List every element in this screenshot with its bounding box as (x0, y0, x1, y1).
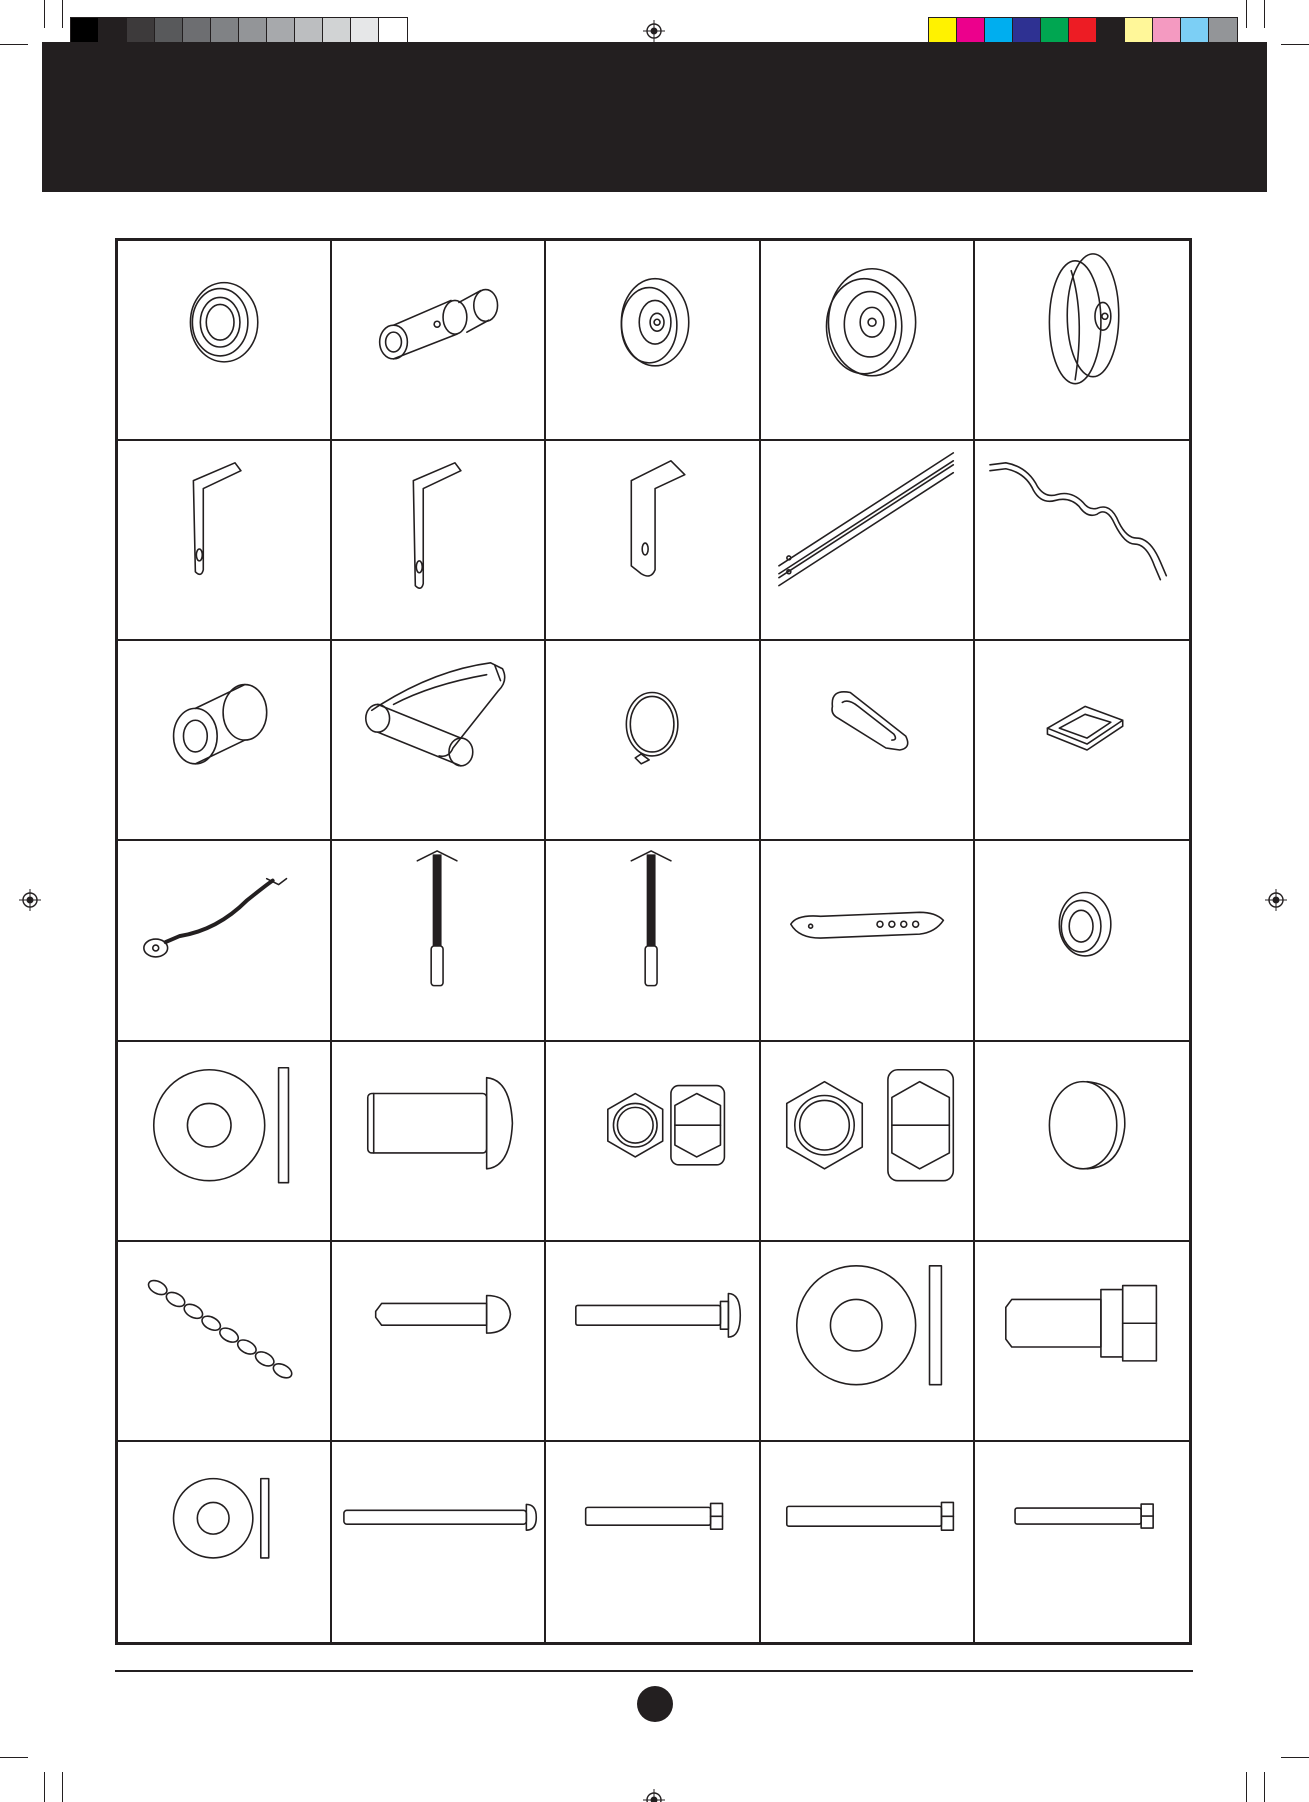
l-bracket-wide-icon (546, 441, 758, 639)
part-cell (118, 641, 332, 841)
part-cell (761, 441, 975, 641)
part-cell (761, 841, 975, 1041)
long-pin-icon (332, 1442, 544, 1642)
header-band (42, 42, 1267, 192)
page-number-badge (637, 1686, 673, 1722)
color-swatch (929, 18, 957, 45)
part-cell (118, 1042, 332, 1242)
part-cell (332, 1042, 546, 1242)
color-swatch (267, 18, 295, 45)
parts-grid (115, 238, 1192, 1645)
snap-ring-icon (546, 641, 758, 839)
part-cell (332, 641, 546, 841)
registration-mark-icon (643, 1789, 665, 1802)
nylon-lock-nut-icon (546, 1042, 758, 1240)
l-bracket-long-icon (332, 441, 544, 639)
part-cell (332, 1442, 546, 1642)
flat-washer-icon (761, 1242, 973, 1440)
color-swatch (183, 18, 211, 45)
part-cell (546, 241, 760, 441)
part-cell (546, 841, 760, 1041)
threaded-rod-icon (546, 841, 758, 1039)
large-washer-icon (118, 1042, 330, 1240)
bearing-icon (118, 241, 330, 439)
bushing-icon (118, 641, 330, 839)
color-swatch (1069, 18, 1097, 45)
v-groove-pulley-icon (975, 241, 1189, 439)
threaded-rod-icon (332, 841, 544, 1039)
short-button-bolt-icon (332, 1242, 544, 1440)
part-cell (546, 1042, 760, 1242)
part-cell (118, 1442, 332, 1642)
registration-mark-icon (1265, 889, 1287, 911)
color-swatch (155, 18, 183, 45)
color-swatch (1097, 18, 1125, 45)
part-cell (761, 241, 975, 441)
handle-grip-icon (332, 641, 544, 839)
part-cell (546, 441, 760, 641)
color-swatch (295, 18, 323, 45)
color-swatch (99, 18, 127, 45)
part-cell (118, 1242, 332, 1442)
color-swatch (323, 18, 351, 45)
color-swatch (379, 18, 407, 45)
part-cell (332, 441, 546, 641)
carabiner-icon (761, 641, 973, 839)
part-cell (332, 1242, 546, 1442)
rod-pair-icon (761, 441, 973, 639)
ground-cable-icon (118, 841, 330, 1039)
round-end-cap-icon (975, 1042, 1189, 1240)
shoulder-bolt-icon (975, 1242, 1189, 1440)
large-lock-nut-icon (761, 1042, 973, 1240)
footer-rule (115, 1670, 1193, 1672)
hex-bolt-short-icon (546, 1442, 758, 1642)
part-cell (975, 1442, 1189, 1642)
color-swatch (1013, 18, 1041, 45)
large-pulley-icon (761, 241, 973, 439)
part-cell (332, 841, 546, 1041)
pulley-axle-sleeve-icon (332, 241, 544, 439)
part-cell (975, 1242, 1189, 1442)
chain-icon (118, 1242, 330, 1440)
part-cell (975, 1042, 1189, 1242)
part-cell (546, 1442, 760, 1642)
color-swatch (71, 18, 99, 45)
part-cell (546, 1242, 760, 1442)
small-pulley-icon (546, 241, 758, 439)
color-swatch (1125, 18, 1153, 45)
carriage-bolt-icon (546, 1242, 758, 1440)
part-cell (975, 641, 1189, 841)
color-swatch (1181, 18, 1209, 45)
part-cell (118, 841, 332, 1041)
registration-mark-icon (643, 20, 665, 42)
part-cell (975, 241, 1189, 441)
small-washer-icon (118, 1442, 330, 1642)
button-head-sleeve-icon (332, 1042, 544, 1240)
part-cell (332, 241, 546, 441)
part-cell (118, 441, 332, 641)
registration-mark-icon (19, 889, 41, 911)
color-swatch (1041, 18, 1069, 45)
color-swatch (957, 18, 985, 45)
part-cell (761, 1442, 975, 1642)
part-cell (118, 241, 332, 441)
color-swatch (1153, 18, 1181, 45)
part-cell (975, 841, 1189, 1041)
part-cell (975, 441, 1189, 641)
l-bracket-icon (118, 441, 330, 639)
color-swatch (985, 18, 1013, 45)
color-swatch (211, 18, 239, 45)
part-cell (761, 641, 975, 841)
square-end-cap-icon (975, 641, 1189, 839)
color-swatch (351, 18, 379, 45)
color-swatch (1209, 18, 1237, 45)
small-bushing-icon (975, 841, 1189, 1039)
part-cell (546, 641, 760, 841)
part-cell (761, 1242, 975, 1442)
curl-bar-icon (975, 441, 1189, 639)
hex-bolt-thin-icon (975, 1442, 1189, 1642)
hex-bolt-long-icon (761, 1442, 973, 1642)
perforated-strap-icon (761, 841, 973, 1039)
part-cell (761, 1042, 975, 1242)
color-swatch (239, 18, 267, 45)
color-swatch (127, 18, 155, 45)
